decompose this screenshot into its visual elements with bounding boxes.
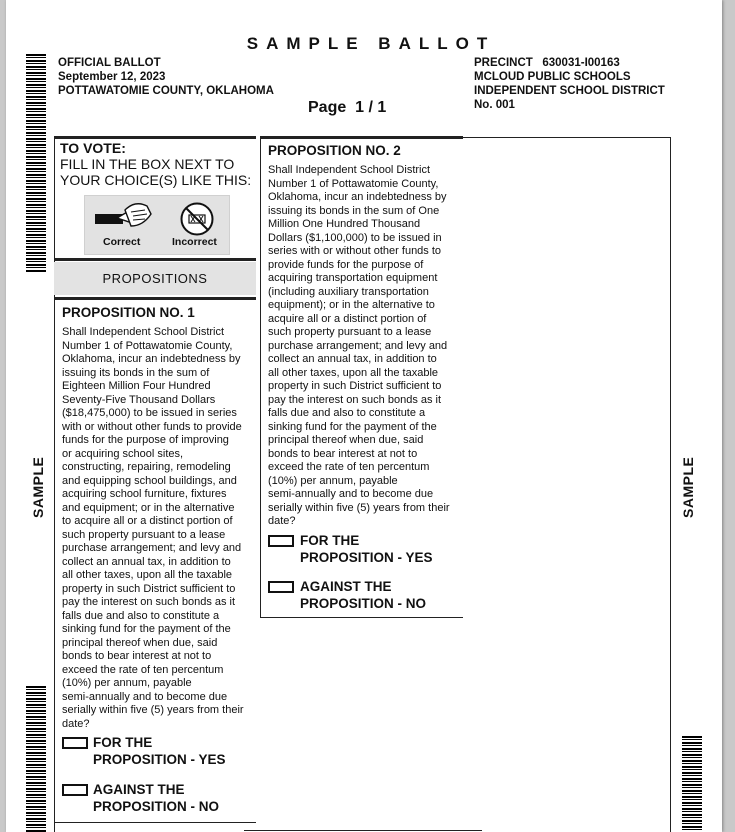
instructions-heading: TO VOTE:: [60, 140, 126, 156]
column-1-top-rule: [54, 136, 256, 139]
barcode-bottom-left: [26, 686, 46, 832]
proposition-2-yes-label-line2: PROPOSITION - YES: [300, 550, 433, 565]
proposition-2-no-label-line2: PROPOSITION - NO: [300, 596, 427, 611]
correct-mark-icon: [91, 200, 155, 234]
proposition-2-title: PROPOSITION NO. 2: [268, 143, 401, 158]
district-name: INDEPENDENT SCHOOL DISTRICT: [474, 85, 665, 97]
official-ballot-label: OFFICIAL BALLOT: [58, 57, 161, 69]
proposition-1-yes-label-line1: FOR THE: [93, 735, 153, 750]
propositions-section-header: PROPOSITIONS: [54, 262, 256, 295]
header-left: [58, 56, 274, 98]
mark-example-box: [84, 195, 230, 255]
district-number: No. 001: [474, 99, 515, 111]
column-2-top-rule: [260, 136, 463, 139]
incorrect-mark-icon: [179, 201, 215, 237]
proposition-1-no-label-line2: PROPOSITION - NO: [93, 799, 220, 814]
column-1-border: [54, 137, 55, 832]
proposition-2-no-label-line1: AGAINST THE: [300, 579, 392, 594]
proposition-1-yes-label-line2: PROPOSITION - YES: [93, 752, 226, 767]
next-row-rule: [244, 830, 482, 831]
column-4-border: [670, 137, 671, 832]
proposition-1-title: PROPOSITION NO. 1: [62, 305, 195, 320]
ballot-page: [6, 0, 722, 832]
proposition-2: [268, 143, 464, 529]
county-name: POTTAWATOMIE COUNTY, OKLAHOMA: [58, 85, 274, 97]
proposition-1-no-label-line1: AGAINST THE: [93, 782, 185, 797]
sample-label-right: SAMPLE: [680, 456, 696, 518]
header-right: [474, 56, 665, 112]
page-number: Page 1 / 1: [308, 99, 387, 116]
barcode-bottom-right: [682, 736, 702, 832]
instructions-text: FILL IN THE BOX NEXT TO YOUR CHOICE(S) LIKE THIS:: [60, 156, 252, 188]
ballot-title: SAMPLE BALLOT: [246, 34, 496, 53]
barcode-top-left: [26, 54, 46, 272]
column-3-top-rule: [463, 137, 670, 138]
election-date: September 12, 2023: [58, 71, 166, 83]
precinct-id: PRECINCT 630031-I00163: [474, 57, 620, 69]
column-2-border: [260, 137, 261, 617]
column-1-bottom-rule: [54, 822, 256, 823]
correct-label: Correct: [103, 236, 141, 248]
column-2-bottom-rule: [260, 617, 463, 618]
propositions-band-bottom-rule: [54, 297, 256, 300]
voting-instructions: [60, 140, 256, 188]
proposition-2-yes-label-line1: FOR THE: [300, 533, 360, 548]
proposition-2-no-checkbox[interactable]: [268, 581, 294, 593]
school-name: MCLOUD PUBLIC SCHOOLS: [474, 71, 631, 83]
proposition-1: [62, 305, 258, 731]
propositions-band-top-rule: [54, 258, 256, 261]
proposition-1-yes-checkbox[interactable]: [62, 737, 88, 749]
proposition-2-text: Shall Independent School District Number 1 of Pottawatomie County, Oklahoma, incur an indebtedness by issuing its bonds in the sum of One Million One Hundred Thousand Dollars ($1,100,000) to be issued in series with or without other funds to provide funds for the purpose of acquiring transportation equipment (including auxiliary transportation equipment); or in the alternative to acquire all or a distinct portion of such property pursuant to a lease purchase arrangement; and levy and collect an annual tax, in addition to all other taxes, upon all the taxable property in such District sufficient to pay the interest on such bonds as it falls due and also to constitute a sinking fund for the payment of the principal thereof when due, said bonds to bear interest at not to exceed the rate of ten percentum (10%) per annum, payable semi-annually and to become due serially within five (5) years from their date?: [268, 164, 450, 527]
proposition-1-no-checkbox[interactable]: [62, 784, 88, 796]
sample-label-left: SAMPLE: [30, 456, 46, 518]
incorrect-label: Incorrect: [172, 236, 217, 248]
proposition-1-text: Shall Independent School District Number 1 of Pottawatomie County, Oklahoma, incur an indebtedness by issuing its bonds in the sum of Eighteen Million Four Hundred Seventy-Five Thousand Dollars ($18,475,000) to be issued in series with or without other funds to provide funds for the purpose of improving or acquiring school sites, constructing, repairing, remodeling and equipping school buildings, and acquiring school furniture, fixtures and equipment; or in the alternative to acquire all or a distinct portion of such property pursuant to a lease purchase arrangement; and levy and collect an annual tax, in addition to all other taxes, upon all the taxable property in such District sufficient to pay the interest on such bonds as it falls due and also to constitute a sinking fund for the payment of the principal thereof when due, said bonds to bear interest at not to exceed the rate of ten percentum (10%) per annum, payable semi-annually and to become due serially within five (5) years from their date?: [62, 326, 244, 730]
proposition-2-yes-checkbox[interactable]: [268, 535, 294, 547]
